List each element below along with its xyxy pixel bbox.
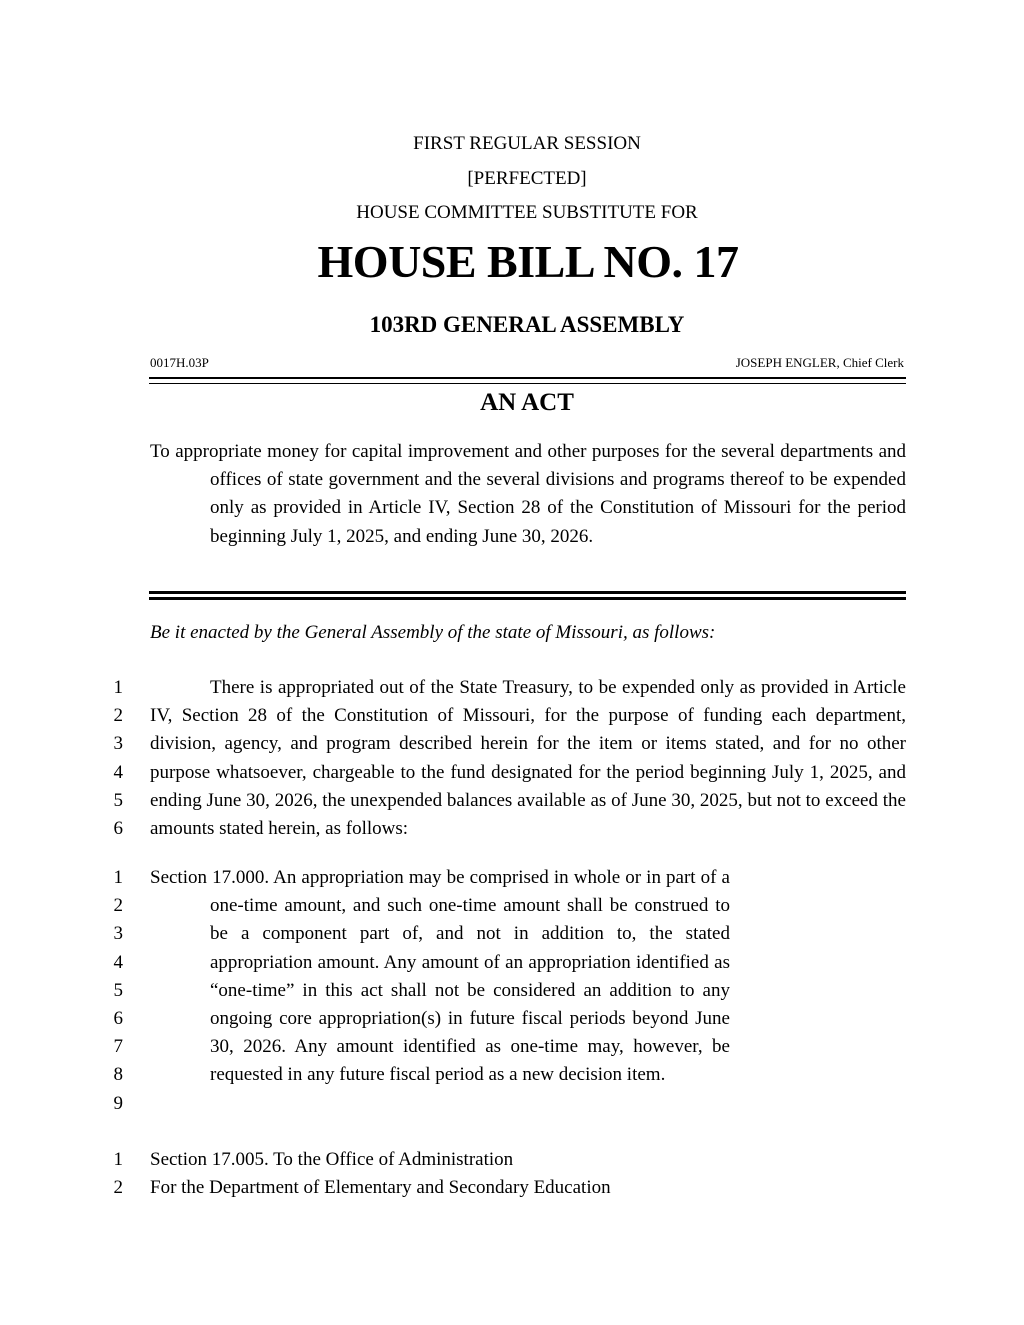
line-number: 5 (113, 979, 123, 1001)
act-heading: AN ACT (480, 389, 574, 416)
substitute-label: HOUSE COMMITTEE SUBSTITUTE FOR (356, 202, 698, 223)
line-number: 2 (113, 705, 123, 727)
bill-code: 0017H.03P (150, 355, 209, 370)
appropriation-paragraph: There is appropriated out of the State Treasury, to be expended only as provided in Article IV, Section 28 of the Constitution of Missouri, for the purpose of funding each department, division, agency, and program described herein for the item or items stated, and for no other purpose whatsoever, chargeable to the fund designated for the period beginning July 1, 2025, and ending June 30, 2026, the unexpended balances available as of June 30, 2025, but not to exceed the amounts stated herein, as follows: (150, 677, 906, 840)
assembly-label: 103RD GENERAL ASSEMBLY (369, 312, 685, 337)
act-title: To appropriate money for capital improvement and other purposes for the several departments and offices of state government and the several divisions and programs thereof to be expended only as provided in Article IV, Section 28 of the Constitution of Missouri for the period beginning July 1, 2025, and ending June 30, 2026. (150, 441, 906, 547)
section-17-000: Section 17.000. An appropriation may be comprised in whole or in part of a one-time amount, and such one-time amount shall be construed to be a component part of, and not in addition to, the stated appropriation amount. Any amount of an appropriation identified as “one-time” in this act shall not be considered an addition to any ongoing core appropriation(s) in future fiscal periods beyond June 30, 2026. Any amount identified as one-time may, however, be requested in any future fiscal period as a new decision item. (150, 867, 730, 1086)
line-number: 2 (113, 1177, 123, 1199)
line-number: 6 (113, 818, 123, 840)
line-number: 6 (113, 1008, 123, 1030)
title-rule-top (149, 591, 906, 594)
header-rule-thin (149, 383, 906, 384)
line-number: 3 (113, 923, 123, 945)
enacting-clause: Be it enacted by the General Assembly of the state of Missouri, as follows: (150, 622, 716, 643)
line-numbers-intro (103, 674, 123, 843)
line-number: 9 (113, 1092, 123, 1114)
line-number: 4 (113, 951, 123, 973)
header-rule-thick (149, 377, 906, 379)
bill-title: HOUSE BILL NO. 17 (317, 236, 739, 287)
line-number: 4 (113, 761, 123, 783)
line-number: 3 (113, 733, 123, 755)
line-number: 1 (113, 677, 123, 698)
title-rule-bottom (149, 597, 906, 600)
line-numbers-section-17-005 (103, 1146, 123, 1202)
session-label: FIRST REGULAR SESSION (413, 133, 641, 154)
chief-clerk: JOSEPH ENGLER, Chief Clerk (735, 355, 904, 370)
line-number: 1 (113, 867, 123, 888)
line-number: 1 (113, 1149, 123, 1170)
line-number: 8 (113, 1064, 123, 1086)
line-number: 5 (113, 789, 123, 811)
section-17-005-department: For the Department of Elementary and Secondary Education (150, 1177, 611, 1198)
line-numbers-section-17-000 (103, 864, 123, 1118)
section-17-005-heading: Section 17.005. To the Office of Administration (150, 1149, 514, 1170)
line-number: 7 (113, 1036, 123, 1058)
line-number: 2 (113, 895, 123, 917)
perfected-label: [PERFECTED] (467, 168, 587, 189)
